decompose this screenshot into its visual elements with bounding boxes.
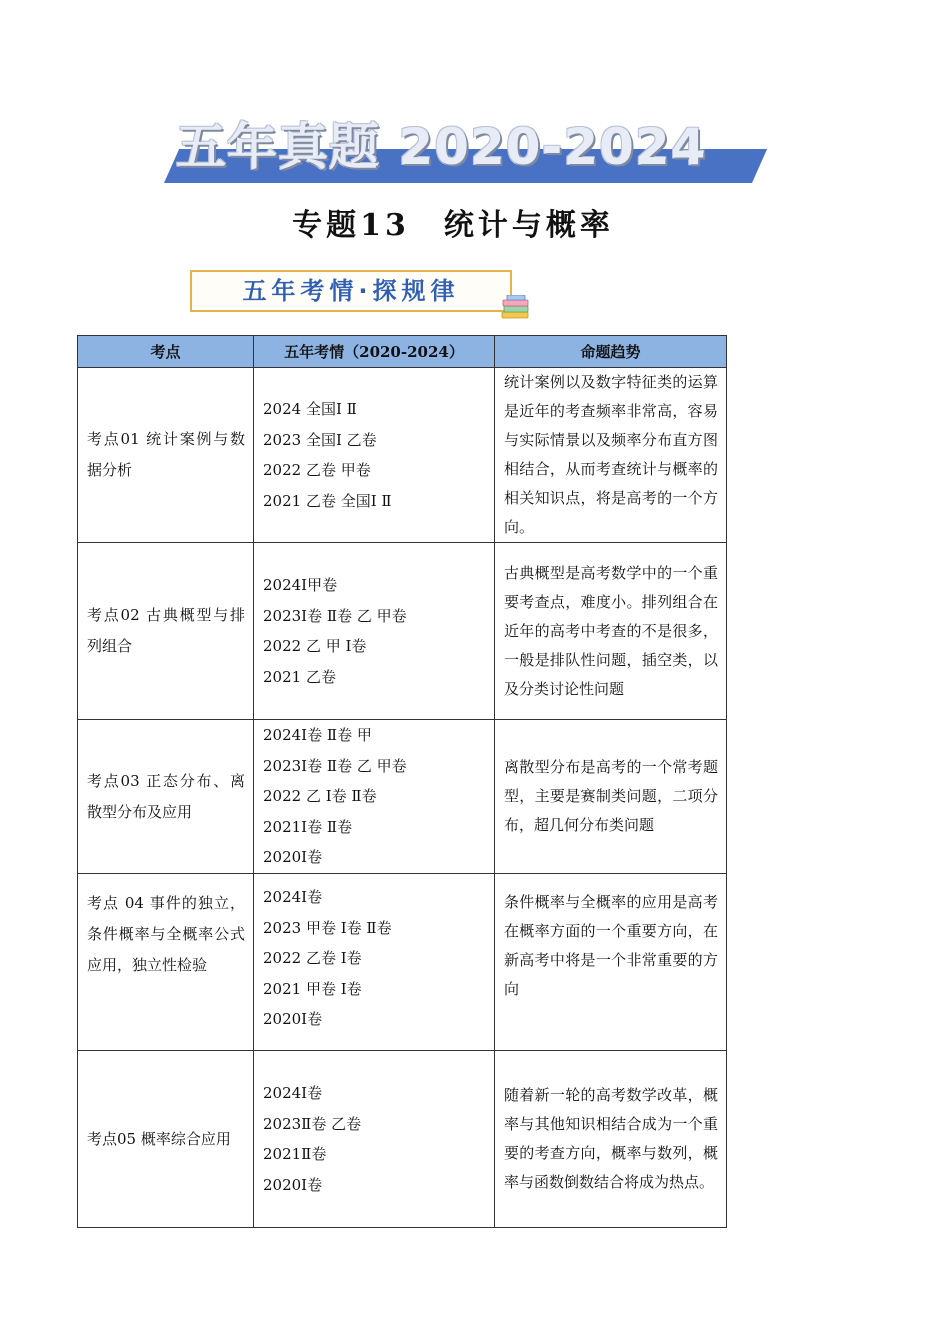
trend-cell: 离散型分布是高考的一个常考题型，主要是赛制类问题，二项分布，超几何分布类问题 (495, 720, 727, 874)
year-line: 2021 甲卷 Ⅰ卷 (263, 979, 362, 998)
year-line: 2021 乙卷 (263, 667, 336, 686)
year-line: 2022 乙 甲 Ⅰ卷 (263, 637, 367, 655)
topic-cell: 考点02 古典概型与排列组合 (78, 543, 254, 720)
table-header-row (78, 336, 727, 368)
years-cell (254, 874, 495, 1051)
header-banner (150, 115, 740, 185)
topic-cell: 考点05 概率综合应用 (78, 1051, 254, 1228)
topic-cell: 考点03 正态分布、离散型分布及应用 (78, 720, 254, 874)
year-line: 2024Ⅰ卷 Ⅱ卷 甲 (263, 726, 372, 745)
year-line: 2023Ⅰ卷 Ⅱ卷 乙 甲卷 (263, 606, 407, 625)
year-line: 2020Ⅰ卷 (263, 848, 323, 867)
year-line: 2023Ⅰ卷 Ⅱ卷 乙 甲卷 (263, 756, 407, 775)
year-line: 2023Ⅱ卷 乙卷 (263, 1114, 362, 1133)
trend-cell: 统计案例以及数字特征类的运算是近年的考查频率非常高，容易与实际情景以及频率分布直方图相结合，从而考查统计与概率的相关知识点，将是高考的一个方向。 (495, 368, 727, 543)
year-line: 2024Ⅰ卷 (263, 888, 323, 906)
topic-cell: 考点01 统计案例与数据分析 (78, 368, 254, 543)
table-row (78, 720, 727, 874)
header-years: 五年考情（2020-2024） (254, 336, 495, 368)
section-tag (190, 270, 512, 312)
topic-cell: 考点 04 事件的独立，条件概率与全概率公式应用，独立性检验 (78, 874, 254, 1051)
year-line: 2022 乙卷 甲卷 (263, 461, 371, 479)
header-trend: 命题趋势 (495, 336, 727, 368)
trend-cell: 随着新一轮的高考数学改革，概率与其他知识相结合成为一个重要的考查方向，概率与数列，概率与函数倒数结合将成为热点。 (495, 1051, 727, 1228)
year-line: 2022 乙卷 Ⅰ卷 (263, 949, 362, 967)
table-row (78, 1051, 727, 1228)
years-cell (254, 368, 495, 543)
year-line: 2020Ⅰ卷 (263, 1175, 323, 1194)
year-line: 2024 全国Ⅰ Ⅱ (263, 400, 357, 418)
section-tag-label: 五年考情·探规律 (242, 277, 460, 305)
table-row (78, 543, 727, 720)
header-topic: 考点 (78, 336, 254, 368)
trend-cell: 条件概率与全概率的应用是高考在概率方面的一个重要方向，在新高考中将是一个非常重要的方向 (495, 874, 727, 1051)
year-line: 2023 甲卷 Ⅰ卷 Ⅱ卷 (263, 918, 392, 937)
years-cell (254, 543, 495, 720)
year-line: 2022 乙 Ⅰ卷 Ⅱ卷 (263, 787, 377, 806)
exam-topic-table (77, 335, 727, 1228)
year-line: 2024Ⅰ卷 (263, 1084, 323, 1102)
table-row (78, 368, 727, 543)
year-line: 2020Ⅰ卷 (263, 1010, 323, 1028)
years-cell (254, 720, 495, 874)
year-line: 2021Ⅰ卷 Ⅱ卷 (263, 817, 353, 836)
year-line: 2021 乙卷 全国Ⅰ Ⅱ (263, 491, 392, 510)
trend-cell: 古典概型是高考数学中的一个重要考查点，难度小。排列组合在近年的高考中考查的不是很多，一般是排队性问题，插空类，以及分类讨论性问题 (495, 543, 727, 720)
year-line: 2021Ⅱ卷 (263, 1145, 327, 1163)
table-row (78, 874, 727, 1051)
banner-title: 五年真题 2020-2024 (176, 118, 707, 176)
page-title: 专题13 统计与概率 (292, 208, 614, 243)
years-cell (254, 1051, 495, 1228)
year-line: 2023 全国Ⅰ 乙卷 (263, 430, 377, 449)
books-icon (500, 295, 532, 321)
year-line: 2024Ⅰ甲卷 (263, 576, 338, 594)
